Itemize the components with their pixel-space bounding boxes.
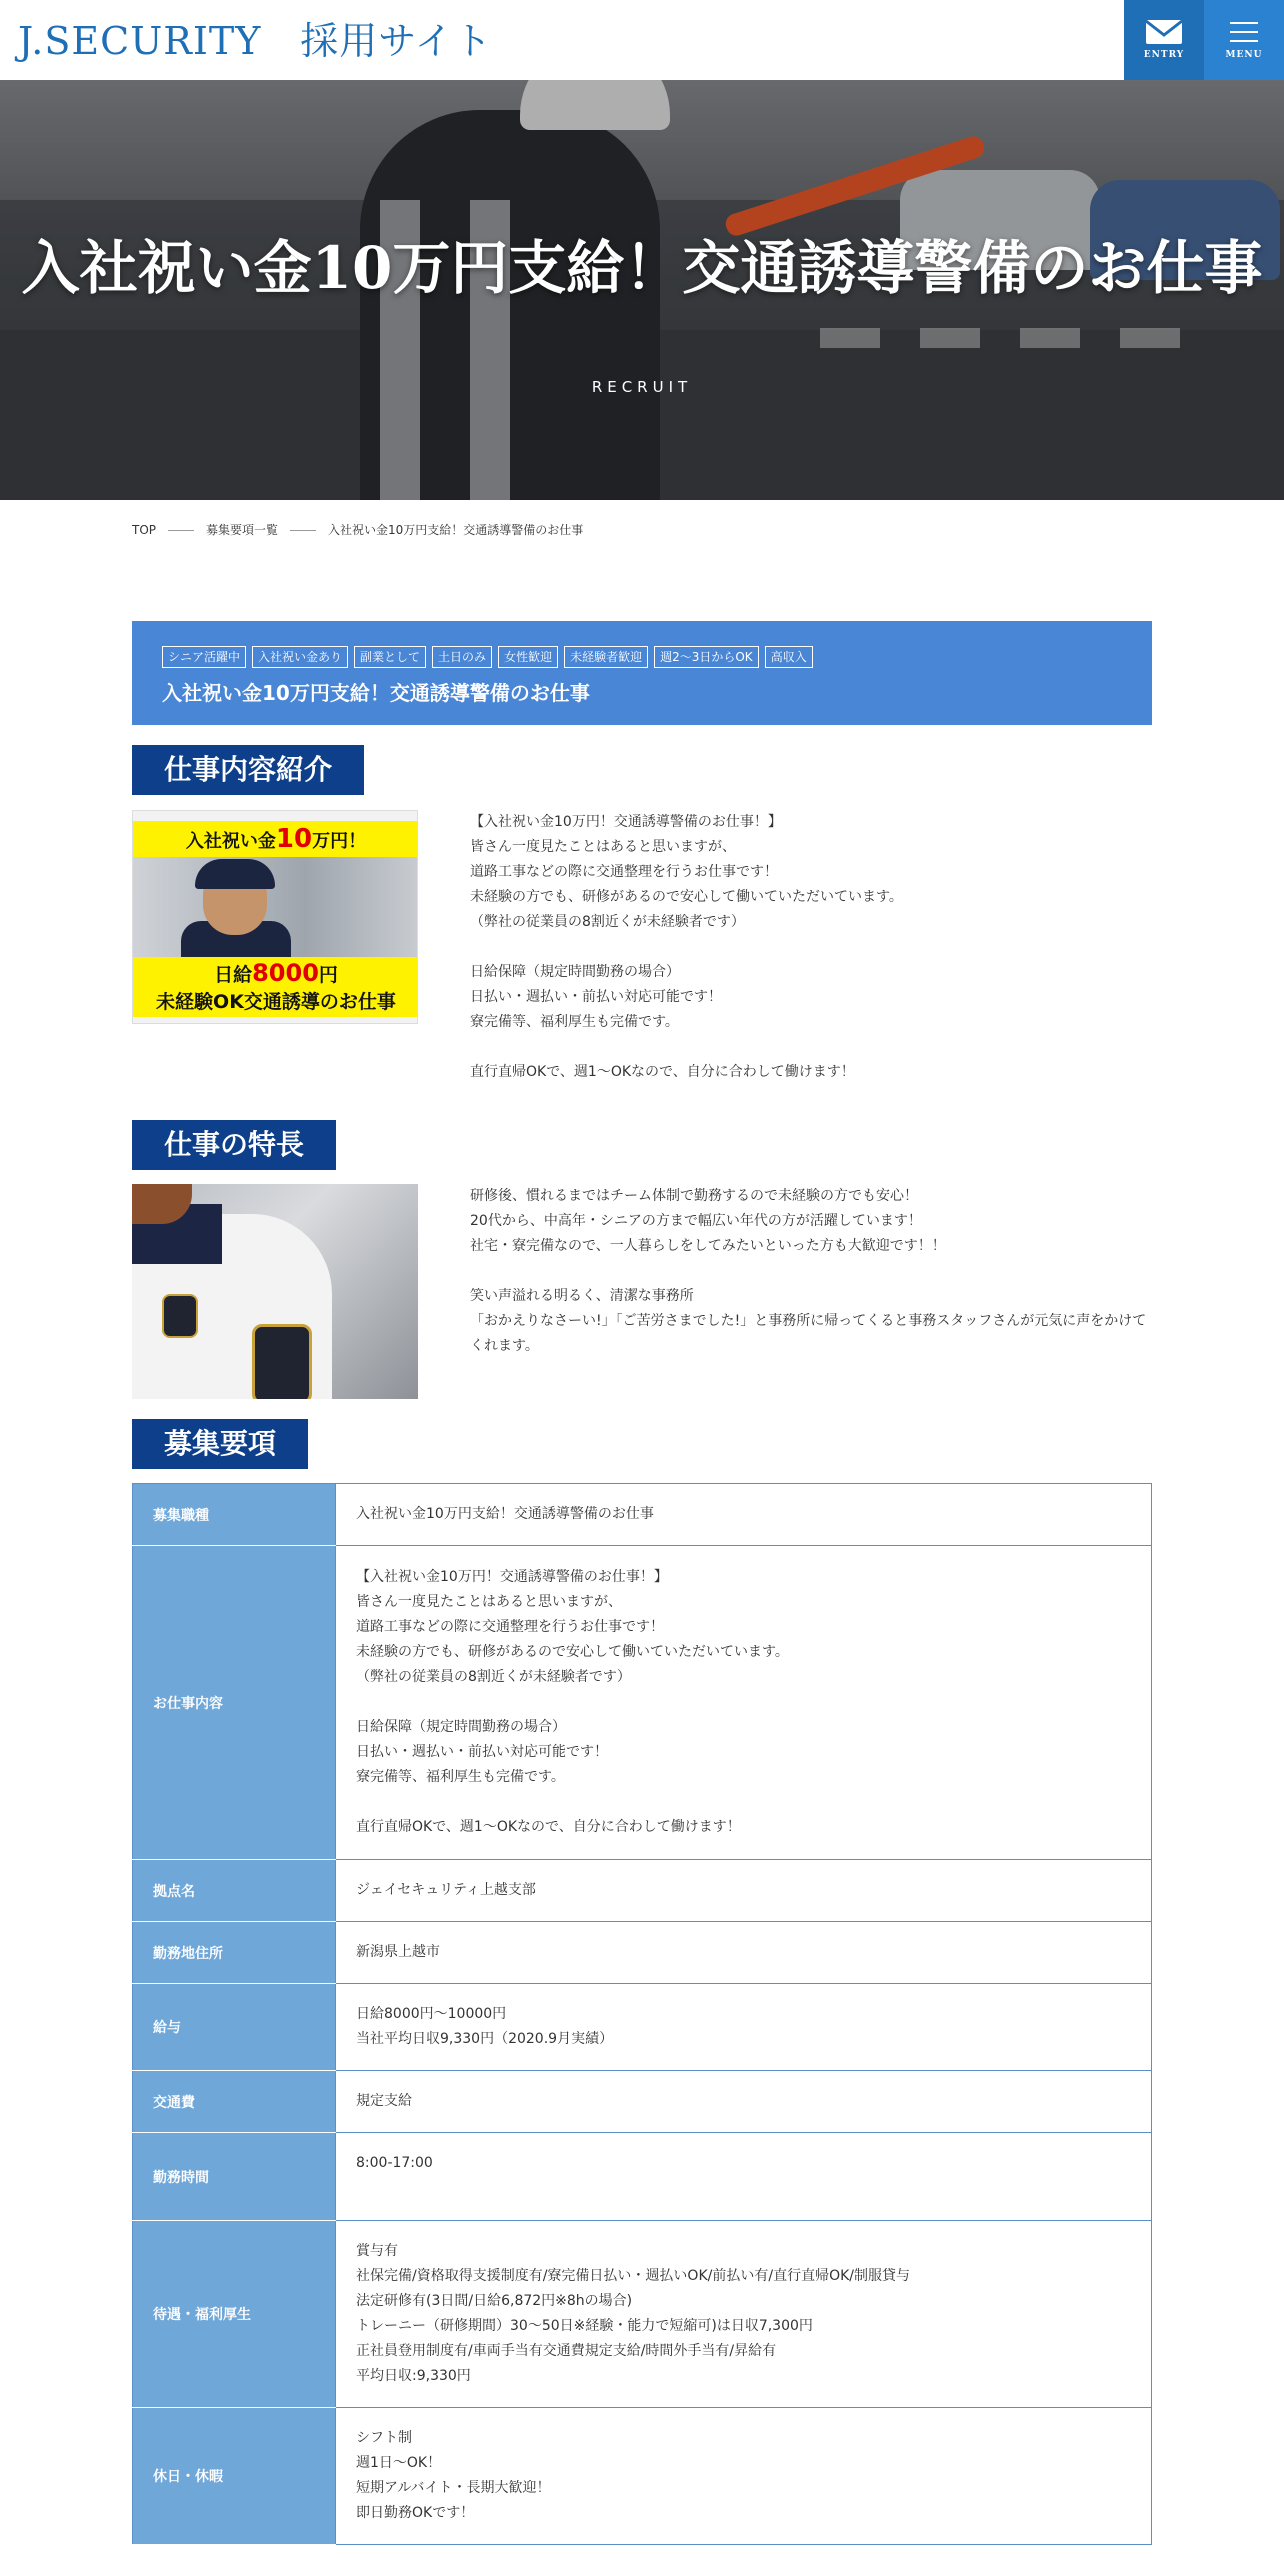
hero-title: 入社祝い金10万円支給！交通誘導警備のお仕事: [21, 234, 1263, 302]
job-tag: 土日のみ: [432, 646, 492, 668]
table-value: 新潟県上越市: [336, 1922, 1152, 1984]
section-heading-requirements: 募集要項: [132, 1419, 308, 1469]
hamburger-icon: [1204, 18, 1284, 46]
banner-guard-cap: [195, 859, 275, 889]
features-text: 研修後、慣れるまではチーム体制で勤務するので未経験の方でも安心！ 20代から、中高年・シニアの方まで幅広い年代の方が活躍しています！ 社宅・寮完備なので、一人暮らしをしてみたいといった方も大歓迎です！！ 笑い声溢れる明るく、清潔な事務所 「おかえりなさーい!」「ご苦労さまでした!」と事務所に帰ってくると事務スタッフさんが元気に声をかけてくれます。: [470, 1188, 1147, 1354]
table-value: 8:00-17:00: [336, 2133, 1152, 2221]
table-label: 募集職種: [133, 1484, 336, 1546]
features-photo: [132, 1184, 418, 1399]
job-tag: 未経験者歓迎: [564, 646, 648, 668]
table-label: 勤務地住所: [133, 1922, 336, 1984]
table-row: [133, 1860, 1152, 1922]
job-title-box: [132, 621, 1152, 725]
breadcrumb: [132, 521, 583, 538]
breadcrumb-current: 入社祝い金10万円支給！交通誘導警備のお仕事: [328, 523, 584, 537]
job-title: 入社祝い金10万円支給！交通誘導警備のお仕事: [162, 681, 590, 705]
menu-button[interactable]: [1204, 0, 1284, 80]
table-row: [133, 2408, 1152, 2545]
menu-label: MENU: [1225, 50, 1263, 60]
table-value: 規定支給: [336, 2071, 1152, 2133]
job-tag: 高収入: [765, 646, 813, 668]
table-label: 交通費: [133, 2071, 336, 2133]
table-label: お仕事内容: [133, 1546, 336, 1860]
table-value: シフト制 週1日～OK！ 短期アルバイト・長期大歓迎！ 即日勤務OKです！: [336, 2408, 1152, 2545]
section-heading-features: 仕事の特長: [132, 1120, 336, 1170]
table-label: 給与: [133, 1984, 336, 2071]
banner-text: 日給: [214, 964, 253, 986]
table-value: ジェイセキュリティ上越支部: [336, 1860, 1152, 1922]
table-row: [133, 1922, 1152, 1984]
table-row: [133, 1546, 1152, 1860]
mail-icon: [1124, 18, 1204, 46]
breadcrumb-separator: [168, 530, 194, 531]
job-tag: 女性歓迎: [498, 646, 558, 668]
photo-badge: [252, 1324, 312, 1399]
intro-text: 【入社祝い金10万円！交通誘導警備のお仕事！】 皆さん一度見たことはあると思いますが、 道路工事などの際に交通整理を行うお仕事です！ 未経験の方でも、研修があるので安心して働いていただいています。 （弊社の従業員の8割近くが未経験者です） 日給保障（規定時間勤務の場合） 日払い・週払い・前払い対応可能です！ 寮完備等、福利厚生も完備です。 直行直帰OKで、週1～OKなので、自分に合わして働けます！: [470, 814, 903, 1080]
site-logo[interactable]: J.SECURITY 採用サイト: [18, 19, 493, 63]
breadcrumb-top[interactable]: TOP: [132, 523, 157, 537]
banner-text: 未経験OK交通誘導のお仕事: [156, 991, 396, 1013]
table-value: 【入社祝い金10万円！交通誘導警備のお仕事！】 皆さん一度見たことはあると思いますが、 道路工事などの際に交通整理を行うお仕事です！ 未経験の方でも、研修があるので安心して働いていただいています。 （弊社の従業員の8割近くが未経験者です） 日給保障（規定時間勤務の場合） 日払い・週払い・前払い対応可能です！ 寮完備等、福利厚生も完備です。 直行直帰OKで、週1～OKなので、自分に合わして働けます！: [336, 1546, 1152, 1860]
job-tag: シニア活躍中: [162, 646, 246, 668]
intro-banner-image: [132, 810, 418, 1024]
job-tag: 週2～3日からOK: [654, 646, 759, 668]
banner-text: 入社祝い金: [185, 831, 276, 852]
job-tags: [162, 646, 819, 668]
section-heading-intro: 仕事内容紹介: [132, 745, 364, 795]
table-value: 日給8000円～10000円 当社平均日収9,330円（2020.9月実績）: [336, 1984, 1152, 2071]
table-label: 休日・休暇: [133, 2408, 336, 2545]
breadcrumb-list[interactable]: 募集要項一覧: [206, 523, 279, 537]
table-label: 待遇・福利厚生: [133, 2221, 336, 2408]
banner-bonus-line: [133, 821, 418, 857]
banner-text: 円: [318, 964, 338, 986]
table-row: [133, 2221, 1152, 2408]
table-row: [133, 1484, 1152, 1546]
job-tag: 副業として: [354, 646, 426, 668]
table-row: [133, 1984, 1152, 2071]
entry-button[interactable]: [1124, 0, 1204, 80]
breadcrumb-separator: [290, 530, 316, 531]
entry-label: ENTRY: [1143, 50, 1185, 60]
banner-highlight: 10: [275, 824, 313, 854]
table-label: 拠点名: [133, 1860, 336, 1922]
table-row: [133, 2133, 1152, 2221]
hero-banner: [0, 80, 1284, 500]
requirements-table: [132, 1483, 1152, 2545]
job-tag: 入社祝い金あり: [252, 646, 348, 668]
table-label: 勤務時間: [133, 2133, 336, 2221]
site-header: [0, 0, 1284, 80]
banner-highlight: 8000: [252, 959, 319, 987]
hero-subtitle: RECRUIT: [591, 378, 693, 396]
banner-wage-line: [133, 957, 418, 1017]
photo-badge: [162, 1294, 198, 1338]
table-value: 入社祝い金10万円支給！交通誘導警備のお仕事: [336, 1484, 1152, 1546]
banner-text: 万円！: [312, 831, 367, 852]
table-value: 賞与有 社保完備/資格取得支援制度有/寮完備日払い・週払いOK/前払い有/直行直帰OK/制服貸与 法定研修有(3日間/日給6,872円※8hの場合) トレーニー（研修期間）30～50日※経験・能力で短縮可)は日収7,300円 正社員登用制度有/車両手当有交通費規定支給/時間外手当有/昇給有 平均日収:9,330円: [336, 2221, 1152, 2408]
table-row: [133, 2071, 1152, 2133]
